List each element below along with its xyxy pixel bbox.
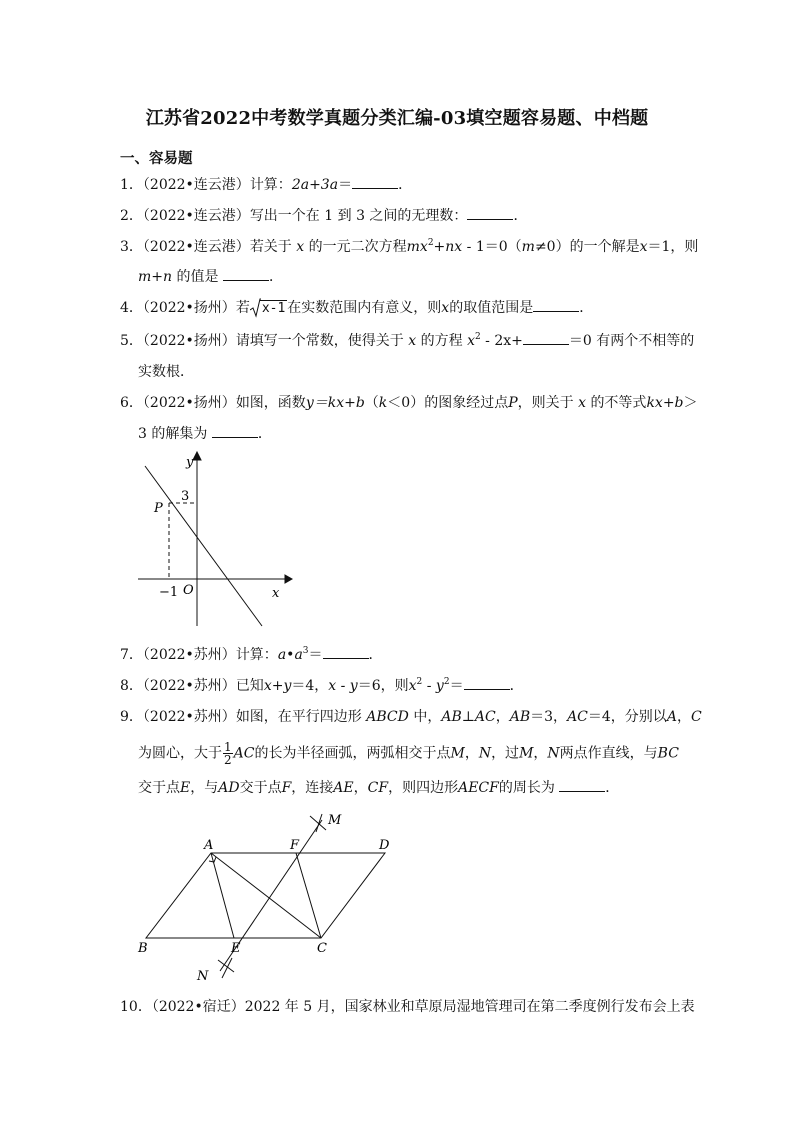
answer-blank xyxy=(467,206,513,220)
label-n: N xyxy=(197,969,209,984)
figure-linear-function xyxy=(130,448,300,633)
figure-parallelogram xyxy=(130,808,405,988)
x-axis-arrow xyxy=(285,575,292,583)
label-a: A xyxy=(204,838,214,853)
answer-blank xyxy=(223,267,269,281)
question-4: 4．（2022•扬州）若 x-1 在实数范围内有意义，则x的取值范围是 ． xyxy=(120,298,680,319)
answer-blank xyxy=(352,175,398,189)
question-2: 2．（2022•连云港）写出一个在 1 到 3 之间的无理数： ． xyxy=(120,208,528,224)
sqrt-expression: x-1 xyxy=(250,298,287,319)
fraction-one-half: $\frac{1}{2}$ xyxy=(224,740,232,767)
arc-m-1 xyxy=(310,816,326,830)
tick-label-neg-1: −1 xyxy=(159,585,179,600)
x-axis-label: x xyxy=(272,586,280,601)
label-m: M xyxy=(328,813,342,828)
question-5: 5．（2022•扬州）请填写一个常数，使得关于 x 的方程 $x^2 - 2x+ =0$ 有两个不相等的 xyxy=(120,332,695,349)
question-5-line-2: 实数根． xyxy=(138,364,194,380)
question-6: 6．（2022•扬州）如图，函数y＝kx+b（k＜0）的图象经过点P，则关于 x 的不等式kx+b＞ xyxy=(120,395,698,411)
label-d: D xyxy=(379,838,390,853)
function-line xyxy=(145,466,262,626)
label-e: E xyxy=(231,941,241,956)
segment-cf xyxy=(296,853,321,938)
question-9-line-2: 为圆心，大于 $\frac{1}{2}$ AC的长为半径画弧，两弧相交于点M，N，过M，N两点作直线，与BC xyxy=(138,740,679,767)
question-9-line-3: 交于点E，与AD交于点F，连接AE，CF，则四边形AECF的周长为 ． xyxy=(138,780,620,796)
question-1: 1．（2022•连云港）计算：2a+3a＝ ． xyxy=(120,177,413,193)
answer-blank xyxy=(323,645,369,659)
answer-blank xyxy=(464,676,510,690)
section-heading: 一、容易题 xyxy=(120,150,193,167)
label-c: C xyxy=(317,941,327,956)
answer-blank xyxy=(523,331,569,345)
question-7: 7．（2022•苏州）计算：$a•a^3=$ ． xyxy=(120,646,383,663)
question-10: 10．（2022•宿迁）2022 年 5 月，国家林业和草原局湿地管理司在第二季度例行发布会上表 xyxy=(120,999,695,1015)
question-3: 3．（2022•连云港）若关于 x 的一元二次方程$mx^2+nx - 1=0(m\ne 0)$的一个解是x＝1，则 xyxy=(120,238,699,255)
segment-ac xyxy=(211,853,321,938)
question-8: 8．（2022•苏州）已知x+y＝4，x - y＝6，则$x^2 - y^2=$ ． xyxy=(120,677,524,694)
question-9: 9．（2022•苏州）如图，在平行四边形 ABCD 中，AB⊥AC，AB＝3，AC＝4，分别以A，C xyxy=(120,709,702,725)
tick-label-3: 3 xyxy=(181,489,190,504)
question-3-line-2: m+n 的值是 ． xyxy=(138,269,283,285)
origin-label: O xyxy=(183,583,194,598)
question-6-line-2: 3 的解集为 ． xyxy=(138,426,272,442)
arc-m-2 xyxy=(316,814,322,832)
answer-blank xyxy=(212,424,258,438)
label-b: B xyxy=(138,941,148,956)
y-axis-arrow xyxy=(193,452,201,460)
point-p-label: P xyxy=(154,501,163,516)
answer-blank xyxy=(533,298,579,312)
label-f: F xyxy=(290,838,300,853)
document-title: 江苏省2022中考数学真题分类汇编-03填空题容易题、中档题 xyxy=(145,108,649,129)
answer-blank xyxy=(559,778,605,792)
segment-ae xyxy=(211,853,234,938)
y-axis-label: y xyxy=(186,455,194,470)
